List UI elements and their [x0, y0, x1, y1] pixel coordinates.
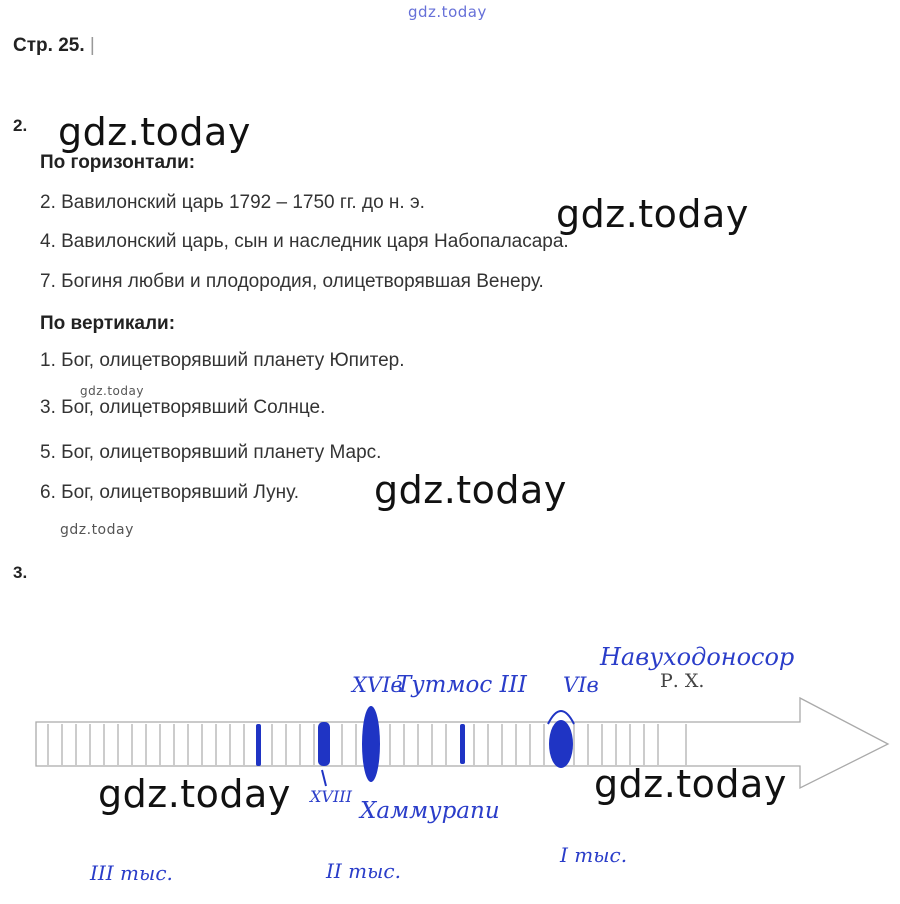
page-reference-text: Стр. 25.	[13, 35, 85, 56]
watermark-6: gdz.today	[98, 772, 291, 816]
hammurabi-pointer	[322, 770, 326, 786]
watermark-2: gdz.today	[556, 192, 749, 236]
watermark-3: gdz.today	[80, 384, 144, 398]
timeline-drawing	[0, 620, 900, 900]
page-reference: Стр. 25. |	[13, 35, 95, 56]
watermark-1: gdz.today	[58, 110, 251, 154]
horizontal-item-2: 2. Вавилонский царь 1792 – 1750 гг. до н. э.	[40, 192, 425, 213]
vertical-item-6: 6. Бог, олицетворявший Луну.	[40, 482, 299, 503]
annotation-thutmose: Тутмос III	[396, 672, 527, 698]
horizontal-item-4: 4. Вавилонский царь, сын и наследник царя Набопаласара.	[40, 231, 569, 252]
watermark-top: gdz.today	[408, 3, 487, 21]
millennium-2: II тыс.	[326, 859, 401, 883]
watermark-7: gdz.today	[594, 762, 787, 806]
vertical-item-5: 5. Бог, олицетворявший планету Марс.	[40, 442, 382, 463]
vertical-item-1: 1. Бог, олицетворявший планету Юпитер.	[40, 350, 405, 371]
annotation-vi-century: VIв	[563, 673, 599, 697]
millennium-1: I тыс.	[560, 843, 628, 867]
horizontal-heading: По горизонтали:	[40, 152, 196, 173]
watermark-4: gdz.today	[374, 468, 567, 512]
task-3-number: 3.	[13, 563, 28, 582]
millennium-3: III тыс.	[90, 861, 173, 885]
era-label: Р. Х.	[660, 670, 705, 692]
vertical-heading: По вертикали:	[40, 313, 176, 334]
horizontal-item-7: 7. Богиня любви и плодородия, олицетворявшая Венеру.	[40, 271, 544, 292]
annotation-hammurabi: Хаммурапи	[360, 798, 500, 824]
ink-marks	[256, 706, 573, 782]
vertical-item-3: 3. Бог, олицетворявший Солнце.	[40, 397, 326, 418]
annotation-navuchodonosor: Навуходоносор	[600, 643, 795, 671]
annotation-xviii-century: XVIII	[310, 787, 352, 806]
annotation-xvi-century: XVIв	[352, 673, 403, 697]
watermark-5: gdz.today	[60, 522, 134, 538]
task-2-number: 2.	[13, 116, 28, 135]
